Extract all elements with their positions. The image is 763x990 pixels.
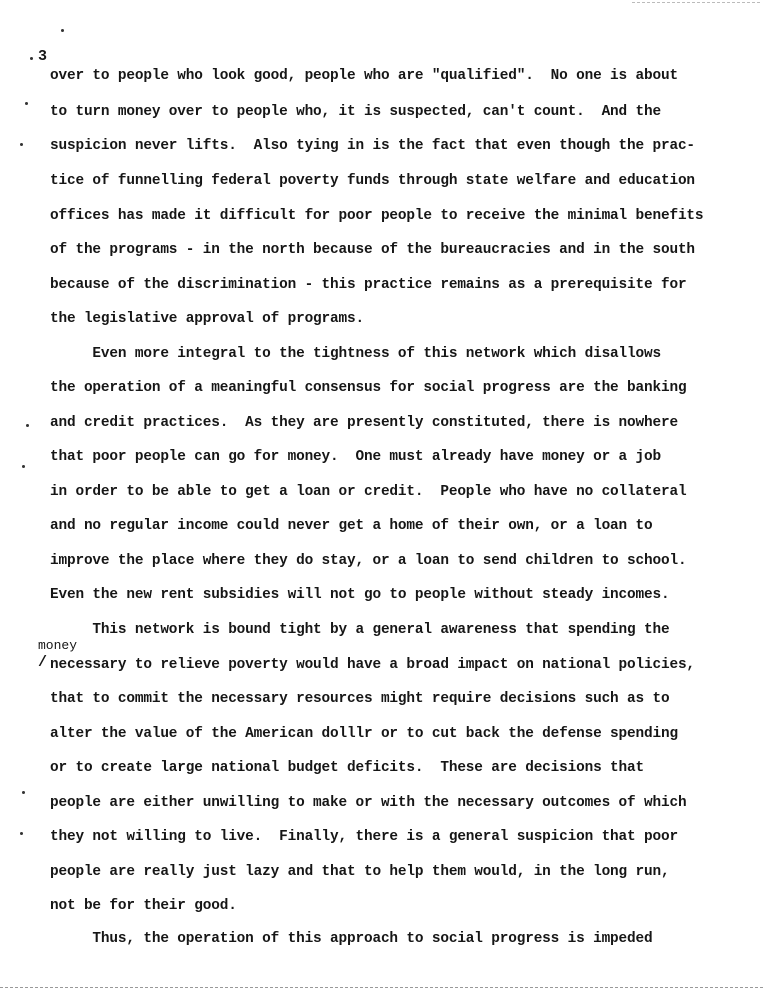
text-line: and credit practices. As they are presently constituted, there is nowhere — [50, 415, 678, 431]
text-line: the legislative approval of programs. — [50, 311, 364, 327]
text-line: they not willing to live. Finally, there is a general suspicion that poor — [50, 829, 678, 845]
scan-speck — [22, 791, 25, 794]
text-line: not be for their good. — [50, 898, 237, 914]
text-line: offices has made it difficult for poor people to receive the minimal benefits — [50, 208, 704, 224]
text-line: that to commit the necessary resources might require decisions such as to — [50, 691, 670, 707]
text-line: because of the discrimination - this practice remains as a prerequisite for — [50, 277, 687, 293]
scan-edge-line — [632, 2, 760, 3]
text-line: over to people who look good, people who are "qualified". No one is about — [50, 68, 678, 84]
text-line: Even more integral to the tightness of this network which disallows — [50, 346, 661, 362]
text-line: alter the value of the American dolllr or to cut back the defense spending — [50, 726, 678, 742]
text-line: of the programs - in the north because of the bureaucracies and in the south — [50, 242, 695, 258]
text-line: to turn money over to people who, it is suspected, can't count. And the — [50, 104, 661, 120]
scan-speck — [20, 832, 23, 835]
scan-speck — [26, 424, 29, 427]
text-line: in order to be able to get a loan or credit. People who have no collateral — [50, 484, 687, 500]
text-line: This network is bound tight by a general awareness that spending the — [50, 622, 670, 638]
text-line: and no regular income could never get a home of their own, or a loan to — [50, 518, 653, 534]
text-line: people are really just lazy and that to help them would, in the long run, — [50, 864, 670, 880]
text-line: Even the new rent subsidies will not go to people without steady incomes. — [50, 587, 670, 603]
text-line: people are either unwilling to make or with the necessary outcomes of which — [50, 795, 687, 811]
page-number: 3 — [38, 48, 48, 65]
scan-speck — [25, 102, 28, 105]
text-line: the operation of a meaningful consensus for social progress are the banking — [50, 380, 687, 396]
scan-speck — [22, 465, 25, 468]
text-line: or to create large national budget deficits. These are decisions that — [50, 760, 645, 776]
scan-speck — [61, 29, 64, 32]
text-line: that poor people can go for money. One must already have money or a job — [50, 449, 661, 465]
text-line: Thus, the operation of this approach to social progress is impeded — [50, 931, 653, 947]
insertion-mark: / — [38, 654, 48, 671]
text-line: necessary to relieve poverty would have a broad impact on national policies, — [50, 657, 695, 673]
text-line: tice of funnelling federal poverty funds through state welfare and education — [50, 173, 695, 189]
scan-speck — [30, 57, 33, 60]
text-line: suspicion never lifts. Also tying in is the fact that even though the prac- — [50, 138, 695, 154]
scan-speck — [20, 143, 23, 146]
margin-note: money — [38, 638, 78, 653]
scan-edge-line — [0, 987, 763, 988]
text-line: improve the place where they do stay, or a loan to send children to school. — [50, 553, 687, 569]
